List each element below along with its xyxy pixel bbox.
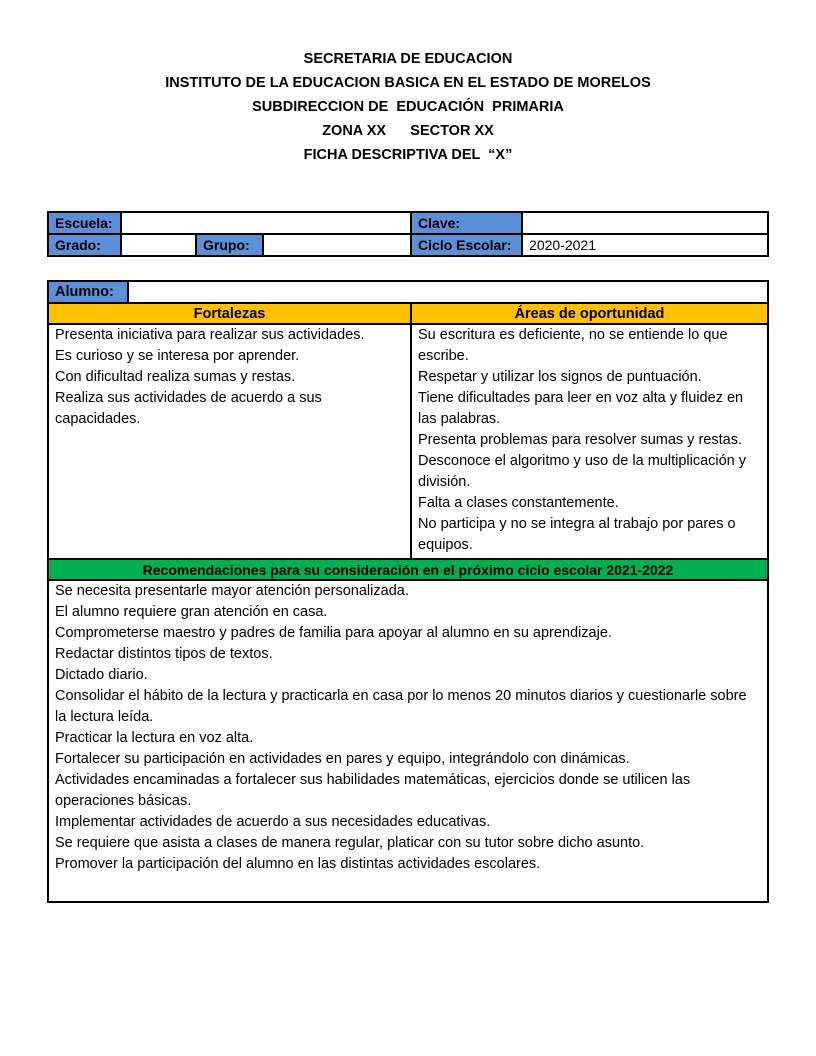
list-item: Con dificultad realiza sumas y restas.	[55, 369, 296, 385]
document-header	[0, 47, 816, 167]
school-info-table	[47, 211, 769, 257]
list-item: Realiza sus actividades de acuerdo a sus capacidades.	[55, 390, 322, 427]
list-item: Respetar y utilizar los signos de puntuación.	[418, 369, 702, 385]
list-item: Comprometerse maestro y padres de familia para apoyar al alumno en su aprendizaje.	[55, 625, 612, 641]
alumno-field[interactable]	[128, 281, 768, 303]
areas-oportunidad-heading: Áreas de oportunidad	[411, 303, 768, 324]
ciclo-escolar-field[interactable]: 2020-2021	[522, 234, 768, 256]
list-item: No participa y no se integra al trabajo por pares o equipos.	[418, 516, 736, 553]
list-item: Fortalecer su participación en actividades en pares y equipo, integrándolo con dinámicas.	[55, 751, 630, 767]
list-item: Promover la participación del alumno en las distintas actividades escolares.	[55, 856, 541, 872]
header-line-instituto: INSTITUTO DE LA EDUCACION BASICA EN EL ESTADO DE MORELOS	[165, 75, 651, 91]
list-item: Tiene dificultades para leer en voz alta y fluidez en las palabras.	[418, 390, 744, 427]
list-item: Actividades encaminadas a fortalecer sus habilidades matemáticas, ejercicios donde se utilicen las operaciones básicas.	[55, 772, 691, 809]
list-item: Se requiere que asista a clases de manera regular, platicar con su tutor sobre dicho asunto.	[55, 835, 645, 851]
escuela-field[interactable]	[121, 212, 411, 234]
student-assessment-table	[47, 280, 769, 903]
recomendaciones-cell	[48, 580, 768, 902]
list-item: Practicar la lectura en voz alta.	[55, 730, 254, 746]
header-line-subdireccion: SUBDIRECCION DE EDUCACIÓN PRIMARIA	[252, 99, 564, 115]
escuela-label: Escuela:	[48, 212, 121, 234]
alumno-label: Alumno:	[48, 281, 128, 303]
fortalezas-heading: Fortalezas	[48, 303, 411, 324]
list-item: Dictado diario.	[55, 667, 148, 683]
areas-oportunidad-cell	[411, 324, 768, 559]
clave-field[interactable]	[522, 212, 768, 234]
recomendaciones-heading: Recomendaciones para su consideración en el próximo ciclo escolar 2021-2022	[48, 559, 768, 580]
grado-field[interactable]	[121, 234, 196, 256]
list-item: Consolidar el hábito de la lectura y practicarla en casa por lo menos 20 minutos diarios y cuestionarle sobre la lectura leída.	[55, 688, 747, 725]
grupo-field[interactable]	[263, 234, 411, 256]
list-item: Implementar actividades de acuerdo a sus necesidades educativas.	[55, 814, 491, 830]
list-item: Presenta problemas para resolver sumas y restas.	[418, 432, 742, 448]
list-item: Es curioso y se interesa por aprender.	[55, 348, 300, 364]
list-item: Falta a clases constantemente.	[418, 495, 619, 511]
grado-label: Grado:	[48, 234, 121, 256]
list-item: Presenta iniciativa para realizar sus actividades.	[55, 327, 365, 343]
list-item: El alumno requiere gran atención en casa.	[55, 604, 328, 620]
header-line-secretaria: SECRETARIA DE EDUCACION	[303, 51, 513, 67]
list-item: Desconoce el algoritmo y uso de la multiplicación y división.	[418, 453, 747, 490]
header-line-ficha: FICHA DESCRIPTIVA DEL “X”	[303, 147, 513, 163]
header-line-zona-sector: ZONA XX SECTOR XX	[322, 123, 494, 139]
ciclo-escolar-label: Ciclo Escolar:	[411, 234, 522, 256]
fortalezas-cell	[48, 324, 411, 559]
list-item: Su escritura es deficiente, no se entiende lo que escribe.	[418, 327, 728, 364]
grupo-label: Grupo:	[196, 234, 263, 256]
list-item: Se necesita presentarle mayor atención personalizada.	[55, 583, 409, 599]
list-item: Redactar distintos tipos de textos.	[55, 646, 273, 662]
clave-label: Clave:	[411, 212, 522, 234]
